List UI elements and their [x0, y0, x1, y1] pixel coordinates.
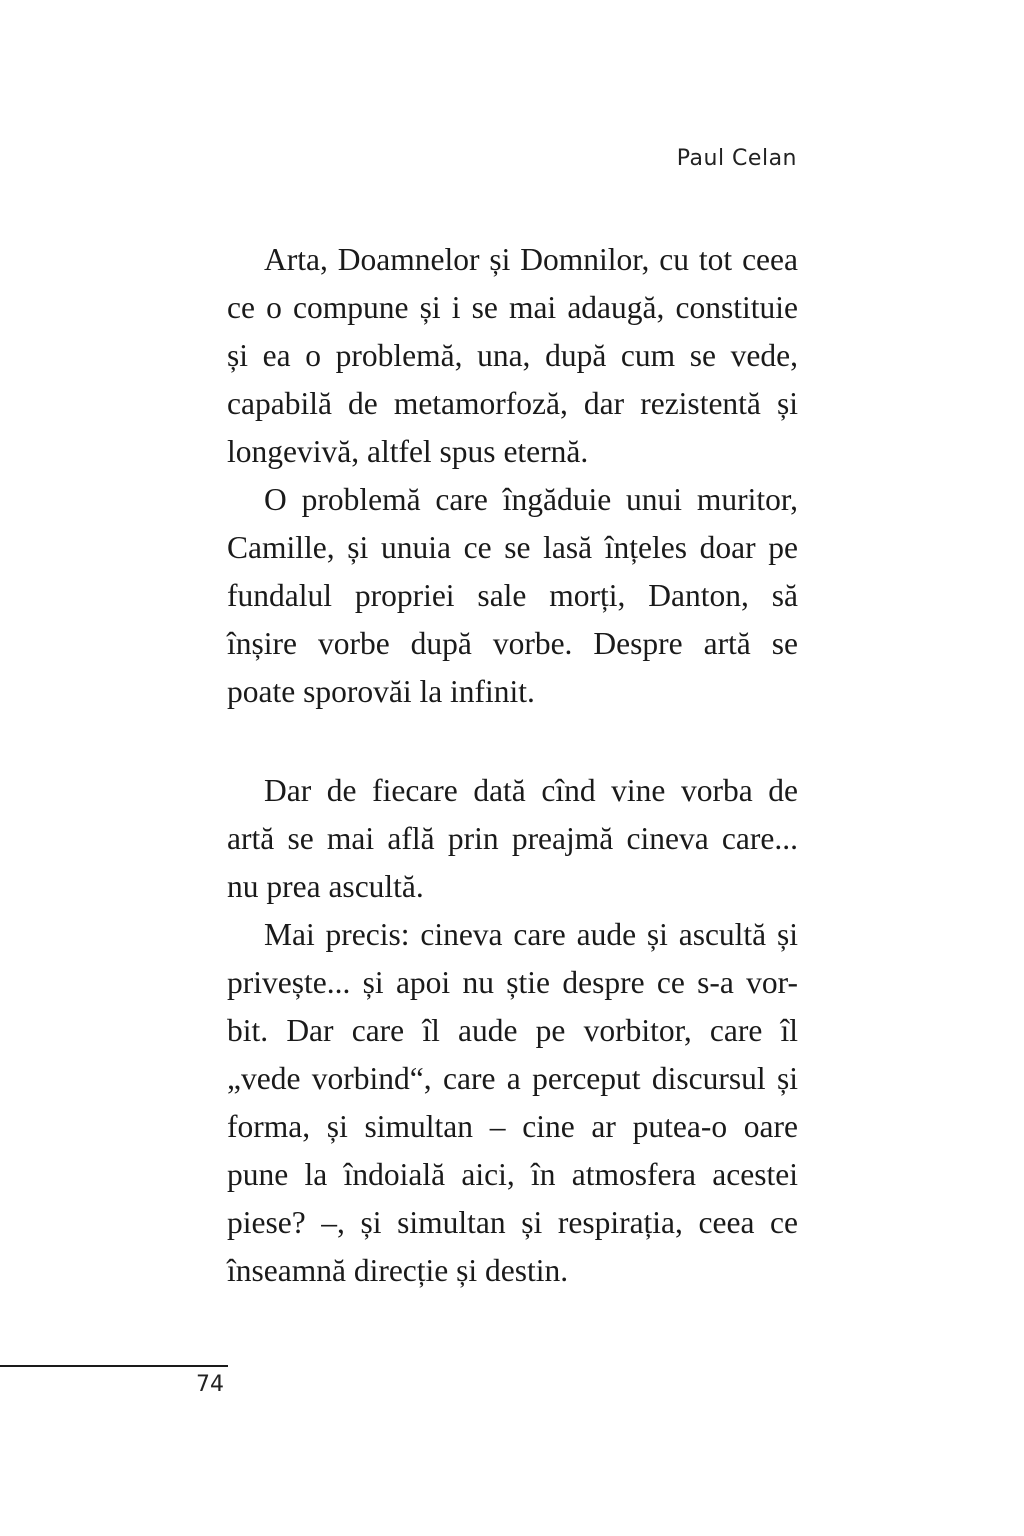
paragraph-3 [227, 767, 798, 911]
text-line: „vede vorbind“, care a perceput discursul și [227, 1061, 798, 1096]
page-number: 74 [196, 1372, 224, 1397]
text-line: artă se mai află prin preajmă cineva care... [227, 821, 798, 856]
text-line: înșire vorbe după vorbe. Despre artă se [227, 626, 798, 661]
paragraph-4 [227, 911, 798, 1295]
text-line: Dar de fiecare dată cînd vine vorba de [264, 773, 798, 808]
running-head-author: Paul Celan [676, 146, 797, 171]
text-line: privește... și apoi nu știe despre ce s-a vor- [227, 965, 798, 1000]
footer-rule [0, 1365, 228, 1367]
text-line: Camille, și unuia ce se lasă înțeles doar pe [227, 530, 798, 565]
text-line: capabilă de metamorfoză, dar rezistentă și [227, 386, 798, 421]
paragraph-2 [227, 476, 798, 716]
text-line: forma, și simultan – cine ar putea-o oare [227, 1109, 798, 1144]
text-line: poate sporovăi la infinit. [227, 674, 535, 709]
text-line: pune la îndoială aici, în atmosfera acestei [227, 1157, 798, 1192]
text-line: fundalul propriei sale morți, Danton, să [227, 578, 798, 613]
text-line: nu prea ascultă. [227, 869, 424, 904]
text-line: înseamnă direcție și destin. [227, 1253, 569, 1288]
paragraph-1 [227, 236, 798, 476]
text-line: ce o compune și i se mai adaugă, constituie [227, 290, 798, 325]
text-line: longevivă, altfel spus eternă. [227, 434, 589, 469]
text-section-2 [227, 767, 798, 1295]
text-line: Mai precis: cineva care aude și ascultă și [264, 917, 798, 952]
text-line: O problemă care îngăduie unui muritor, [264, 482, 798, 517]
text-line: piese? –, și simultan și respirația, ceea ce [227, 1205, 798, 1240]
text-line: Arta, Doamnelor și Domnilor, cu tot ceea [264, 242, 798, 277]
text-section-1 [227, 236, 798, 716]
text-line: și ea o problemă, una, după cum se vede, [227, 338, 798, 373]
text-line: bit. Dar care îl aude pe vorbitor, care îl [227, 1013, 798, 1048]
